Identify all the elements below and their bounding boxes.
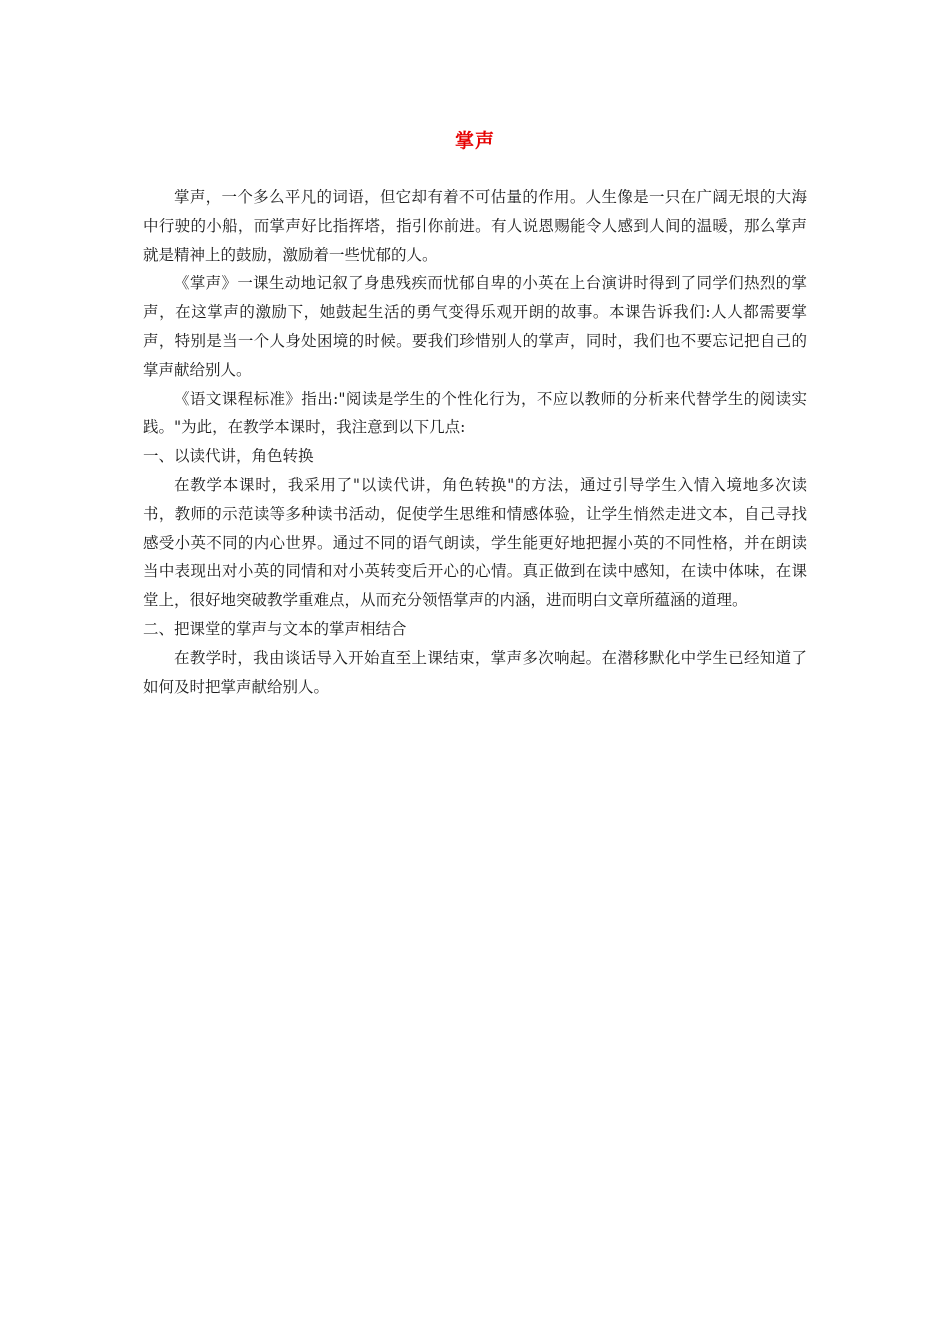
section-1-paragraph: 在教学本课时，我采用了"以读代讲，角色转换"的方法，通过引导学生入情入境地多次读书，教师的示范读等多种读书活动，促使学生思维和情感体验，让学生悄然走进文本，自己寻找感受小英不同的内心世界。通过不同的语气朗读，学生能更好地把握小英的不同性格，并在朗读当中表现出对小英的同情和对小英转变后开心的心情。真正做到在读中感知，在读中体味，在课堂上，很好地突破教学重难点，从而充分领悟掌声的内涵，进而明白文章所蕴涵的道理。 [143, 475, 807, 610]
section-1-heading: 一、以读代讲，角色转换 [143, 447, 314, 466]
section-2-paragraph: 在教学时，我由谈话导入开始直至上课结束，掌声多次响起。在潜移默化中学生已经知道了如何及时把掌声献给别人。 [143, 648, 807, 696]
curriculum-standard-paragraph: 《语文课程标准》指出:"阅读是学生的个性化行为，不应以教师的分析来代替学生的阅读实践。"为此，在教学本课时，我注意到以下几点: [143, 389, 807, 437]
document-body [143, 183, 807, 701]
section-2-heading: 二、把课堂的掌声与文本的掌声相结合 [143, 619, 407, 638]
intro-paragraph: 掌声，一个多么平凡的词语，但它却有着不可估量的作用。人生像是一只在广阔无垠的大海中行驶的小船，而掌声好比指挥塔，指引你前进。有人说恩赐能令人感到人间的温暖，那么掌声就是精神上的鼓励，激励着一些忧郁的人。 [143, 188, 807, 264]
document-title: 掌声 [454, 130, 495, 152]
lesson-summary-paragraph: 《掌声》一课生动地记叙了身患残疾而忧郁自卑的小英在上台演讲时得到了同学们热烈的掌声，在这掌声的激励下，她鼓起生活的勇气变得乐观开朗的故事。本课告诉我们:人人都需要掌声，特别是当一个人身处困境的时候。要我们珍惜别人的掌声，同时，我们也不要忘记把自己的掌声献给别人。 [143, 274, 807, 379]
